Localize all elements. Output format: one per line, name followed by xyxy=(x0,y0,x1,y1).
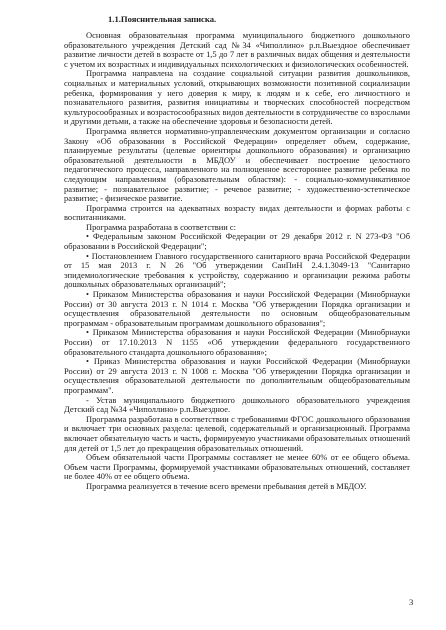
paragraph: Программа строится на адекватных возрасту видах деятельности и формах работы с воспитанниками. xyxy=(64,202,410,223)
document-body xyxy=(64,31,410,492)
paragraph: • Федеральным законом Российской Федерации от 29 декабря 2012 г. N 273-ФЗ "Об образовании в Российской Федерации"; xyxy=(64,231,410,252)
paragraph: - Устав муниципального бюджетного дошкольного образовательного учреждения Детский сад №34 «Чиполлино» р.п.Выездное. xyxy=(64,394,410,415)
paragraph: • Постановлением Главного государственного санитарного врача Российской Федерации от 15 мая 2013 г. N 26 "Об утверждении СанПиН 2.4.1.3049-13 "Санитарно эпидемиологические требования к устройству, содержанию и организации режима работы дошкольных образовательных организаций"; xyxy=(64,250,410,290)
page-number: 3 xyxy=(409,597,414,607)
paragraph: Программа разработана в соответствии с: xyxy=(86,221,236,232)
paragraph: • Приказ Министерства образования и науки Российской Федерации (Минобрнауки России) от 29 августа 2013 г. N 1008 г. Москва "Об утверждении Порядка организации и осуществления образовательной деятельности по дополнительным общеобразовательным программам". xyxy=(64,356,410,395)
paragraph: • Приказом Министерства образования и науки Российской Федерации (Минобрнауки России) от 30 августа 2013 г. N 1014 г. Москва "Об утверждении Порядка организации и осуществления образовательной деятельности по основным общеобразовательным программам - образовательным программам дошкольного образования"; xyxy=(64,289,410,328)
paragraph: Программа разработана в соответствии с требованиями ФГОС дошкольного образования и включает три основных раздела: целевой, содержательный и организационный. Программа включает обязательную часть и часть, формируемую участниками образовательных отношений для детей от 1,5 лет до прекращения образовательных отношений. xyxy=(64,413,410,453)
paragraph: • Приказом Министерства образования и науки Российской Федерации (Минобрнауки России) от 17.10.2013 N 1155 «Об утверждении федерального государственного образовательного стандарта дошкольного образования»; xyxy=(64,327,410,357)
section-heading: 1.1.Пояснительная записка. xyxy=(108,14,217,24)
paragraph: Основная образовательная программа муниципального бюджетного дошкольного образовательного учреждения Детский сад №34 «Чиполлино» р.п.Выездное обеспечивает развитие личности детей в возрасте от 1,5 до 7 лет в различных видах общения и деятельности с учетом их возрастных и индивидуальных психологических и физиологических особенностей. xyxy=(64,30,410,69)
paragraph: Объем обязательной части Программы составляет не менее 60% от ее общего объема. Объем части Программы, формируемой участниками образовательных отношений, составляет не более 40% от ее общего объема. xyxy=(64,452,410,482)
paragraph: Программа реализуется в течение всего времени пребывания детей в МБДОУ. xyxy=(86,480,367,491)
paragraph: Программа направлена на создание социальной ситуации развития дошкольников, социальных и материальных условий, открывающих возможности позитивной социализации ребенка, формирования у него доверия к миру, к людям и к себе, его личностного и познавательного развития, развития инициативы и творческих способностей посредством культуросообразных и возрастосообразных видов деятельности в сотрудничестве со взрослыми и другими детьми, а также на обеспечение здоровья и безопасности детей. xyxy=(64,68,410,127)
paragraph: Программа является нормативно-управленческим документом организации и согласно Закону «Об образовании в Российской Федерации» определяет объем, содержание, планируемые результаты (целевые ориентиры дошкольного образования) и организацию образовательной деятельности в МБДОУ и обеспечивает построение целостного педагогического процесса, направленного на полноценное всестороннее развитие ребенка по следующим направлениям (образовательным областям): - социально-коммуникативное развитие; - познавательное развитие; - речевое развитие; - художественно-эстетическое развитие; - физическое развитие. xyxy=(64,125,410,204)
